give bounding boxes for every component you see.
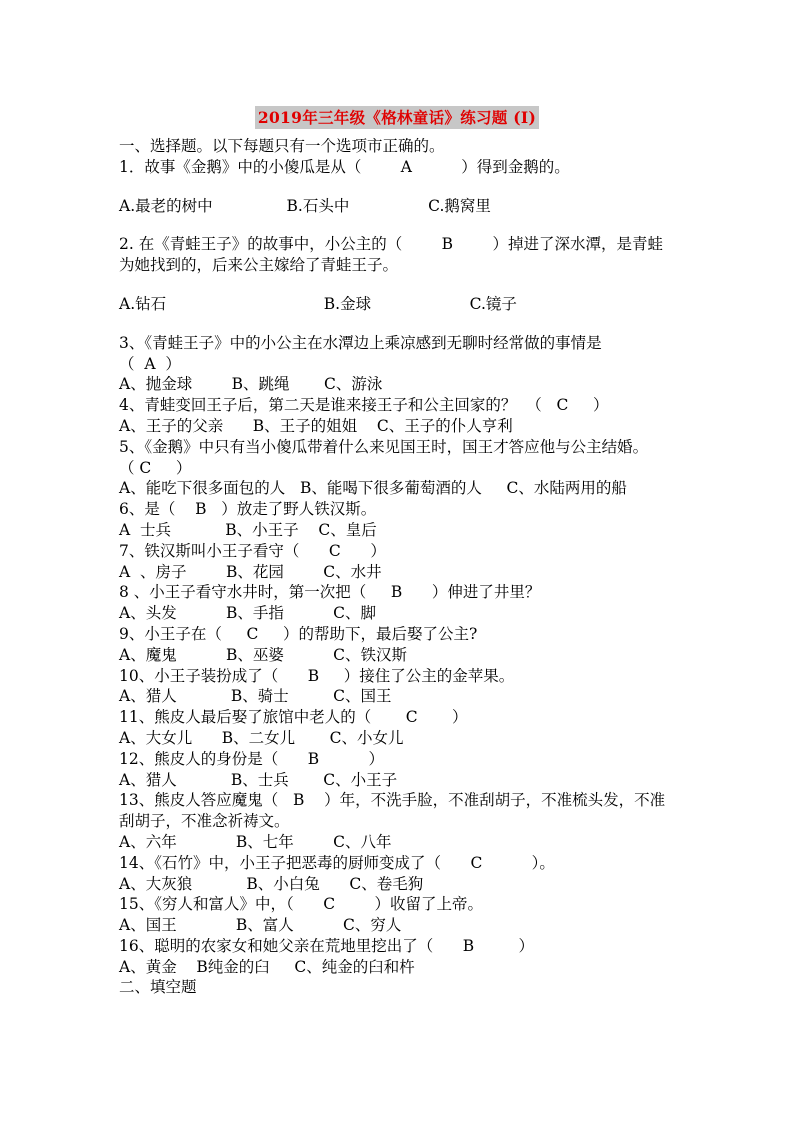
question-8: 8 、小王子看守水井时，第一次把（ B ）伸进了井里？ bbox=[119, 583, 541, 602]
question-3-options: A、抛金球 B、跳绳 C、游泳 bbox=[119, 375, 383, 394]
question-5-line1: 5、《金鹅》中只有当小傻瓜带着什么来见国王时，国王才答应他与公主结婚。 bbox=[119, 437, 649, 456]
section-heading-choice: 一、选择题。以下每题只有一个选项市正确的。 bbox=[119, 137, 445, 155]
page-title bbox=[0, 106, 794, 128]
question-4: 4、青蛙变回王子后，第二天是谁来接王子和公主回家的？ （ C ） bbox=[119, 396, 609, 415]
question-9-options: A、魔鬼 B、巫婆 C、铁汉斯 bbox=[119, 645, 407, 664]
question-12: 12、熊皮人的身份是（ B ） bbox=[119, 749, 384, 768]
question-13-line2: 刮胡子，不准念祈祷文。 bbox=[119, 812, 290, 831]
question-11: 11、熊皮人最后娶了旅馆中老人的（ C ） bbox=[119, 708, 468, 727]
question-14-options: A、大灰狼 B、小白兔 C、卷毛狗 bbox=[119, 874, 424, 893]
question-13-line1: 13、熊皮人答应魔鬼（ B ）年，不洗手脸，不准刮胡子，不准梳头发，不准 bbox=[119, 791, 666, 810]
question-1-options: A.最老的树中 B.石头中 C.鹅窝里 bbox=[119, 196, 491, 215]
question-10: 10、小王子装扮成了（ B ）接住了公主的金苹果。 bbox=[119, 666, 515, 685]
question-11-options: A、大女儿 B、二女儿 C、小女儿 bbox=[119, 728, 404, 747]
question-8-options: A、头发 B、手指 C、脚 bbox=[119, 604, 376, 623]
question-2-line1: 2. 在《青蛙王子》的故事中，小公主的（ B ）掉进了深水潭，是青蛙 bbox=[119, 235, 663, 254]
question-13-options: A、六年 B、七年 C、八年 bbox=[119, 832, 392, 851]
question-10-options: A、猎人 B、骑士 C、国王 bbox=[119, 687, 392, 706]
question-7-options: A 、房子 B、花园 C、水井 bbox=[119, 562, 382, 581]
question-5-options: A、能吃下很多面包的人 B、能喝下很多葡萄酒的人 C、水陆两用的船 bbox=[119, 479, 627, 498]
question-3-line1: 3、《青蛙王子》中的小公主在水潭边上乘凉感到无聊时经常做的事情是 bbox=[119, 333, 602, 352]
question-1: 1．故事《金鹅》中的小傻瓜是从（ A ）得到金鹅的。 bbox=[119, 157, 570, 176]
question-12-options: A、猎人 B、士兵 C、小王子 bbox=[119, 770, 398, 789]
question-6: 6、是（ B ）放走了野人铁汉斯。 bbox=[119, 500, 377, 519]
question-6-options: A 士兵 B、小王子 C、皇后 bbox=[119, 520, 377, 539]
question-15: 15、《穷人和富人》中，（ C ）收留了上帝。 bbox=[119, 895, 484, 914]
question-2-line2: 为她找到的，后来公主嫁给了青蛙王子。 bbox=[119, 256, 399, 275]
question-15-options: A、国王 B、富人 C、穷人 bbox=[119, 916, 402, 935]
question-7: 7、铁汉斯叫小王子看守（ C ） bbox=[119, 541, 386, 560]
question-16: 16、聪明的农家女和她父亲在荒地里挖出了（ B ） bbox=[119, 936, 535, 955]
worksheet-body bbox=[119, 136, 684, 998]
question-5-line2: （ C ） bbox=[119, 458, 192, 477]
question-2-options: A.钻石 B.金球 C.镜子 bbox=[119, 294, 517, 313]
question-16-options: A、黄金 B纯金的臼 C、纯金的臼和杵 bbox=[119, 957, 415, 976]
page-title-text: 2019年三年级《格林童话》练习题 (I) bbox=[255, 106, 539, 129]
question-4-options: A、王子的父亲 B、王子的姐姐 C、王子的仆人亨利 bbox=[119, 416, 513, 435]
question-9: 9、小王子在（ C ）的帮助下，最后娶了公主? bbox=[119, 624, 478, 643]
section-heading-fill: 二、填空题 bbox=[119, 978, 197, 997]
question-14: 14、《石竹》中，小王子把恶毒的厨师变成了（ C ）。 bbox=[119, 853, 555, 872]
question-3-line2: （ A ） bbox=[119, 354, 181, 373]
